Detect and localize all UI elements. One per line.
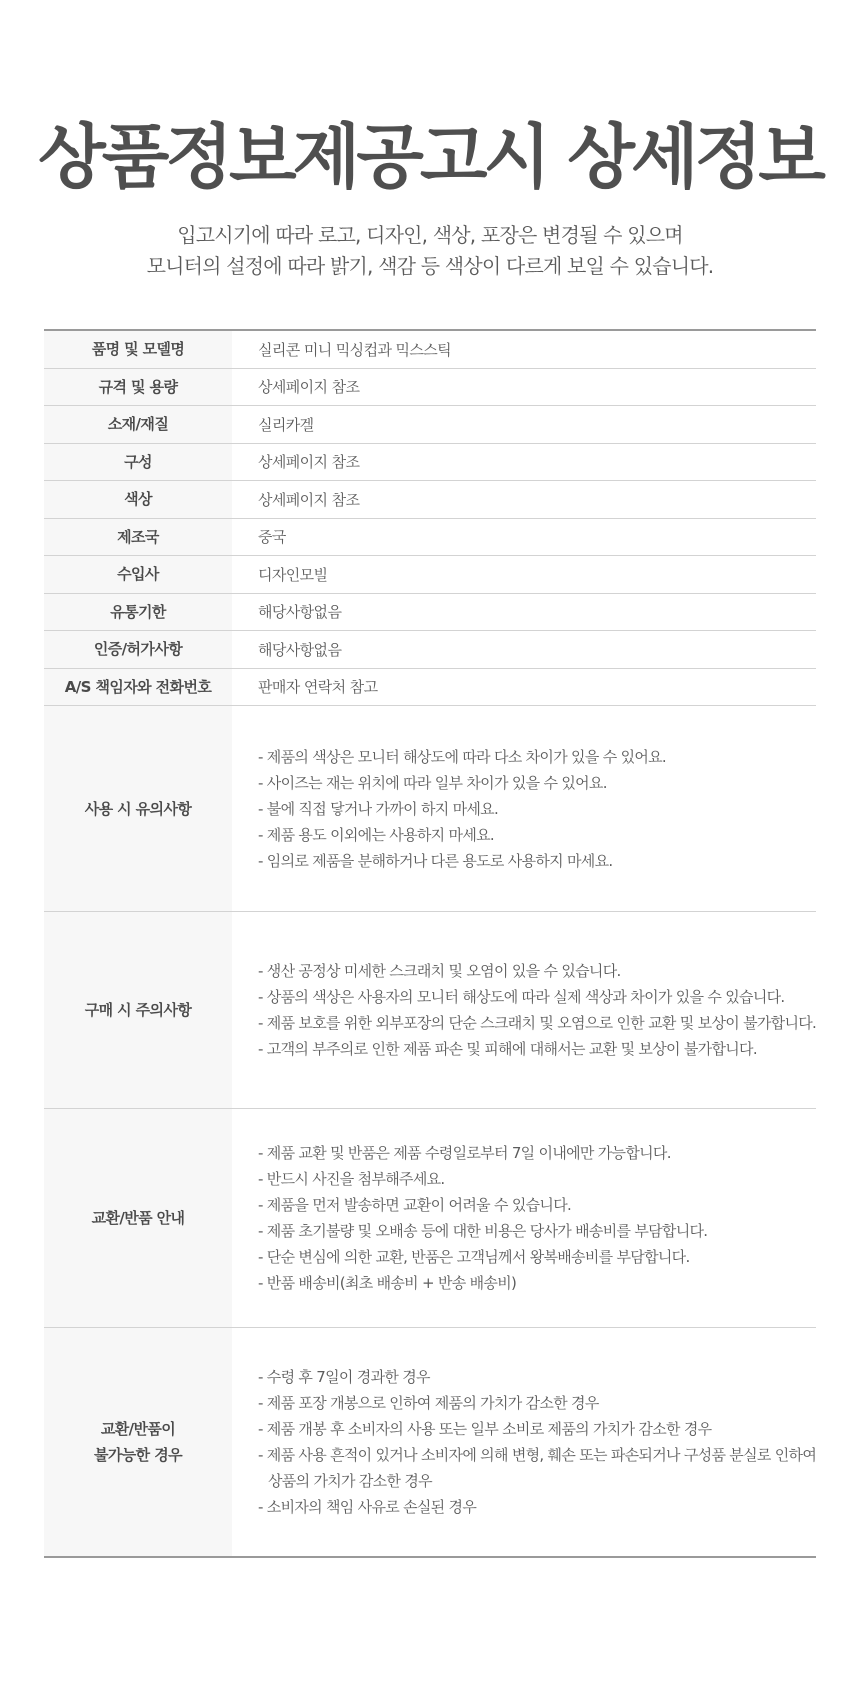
row-value: 중국 <box>258 528 286 547</box>
row-label: 색상 <box>44 481 232 518</box>
table-row <box>44 631 816 669</box>
row-label: 소재/재질 <box>44 406 232 443</box>
notice-item: - 상품의 색상은 사용자의 모니터 해상도에 따라 실제 색상과 차이가 있을 수 있습니다. <box>258 988 785 1006</box>
table-row <box>44 406 816 444</box>
row-label: 규격 및 용량 <box>44 369 232 406</box>
subtitle-line: 모니터의 설정에 따라 밝기, 색감 등 색상이 다르게 보일 수 있습니다. <box>146 254 714 278</box>
notice-item: - 단순 변심에 의한 교환, 반품은 고객님께서 왕복배송비를 부담합니다. <box>258 1248 690 1266</box>
row-value: 해당사항없음 <box>258 640 342 659</box>
notice-item: - 사이즈는 재는 위치에 따라 일부 차이가 있을 수 있어요. <box>258 773 607 792</box>
notice-row-no-exchange <box>44 1328 816 1556</box>
row-label: A/S 책임자와 전화번호 <box>44 669 232 706</box>
notice-item: - 생산 공정상 미세한 스크래치 및 오염이 있을 수 있습니다. <box>258 962 621 980</box>
row-label: 제조국 <box>44 519 232 556</box>
notice-item: - 고객의 부주의로 인한 제품 파손 및 피해에 대해서는 교환 및 보상이 불가합니다. <box>258 1040 757 1058</box>
notice-row-usage <box>44 706 816 912</box>
table-row <box>44 594 816 632</box>
notice-item: - 제품 교환 및 반품은 제품 수령일로부터 7일 이내에만 가능합니다. <box>258 1144 671 1162</box>
row-value: 판매자 연락처 참고 <box>258 678 378 697</box>
row-label: 구매 시 주의사항 <box>44 912 232 1108</box>
notice-item: - 제품 포장 개봉으로 인하여 제품의 가치가 감소한 경우 <box>258 1394 599 1412</box>
row-label: 인증/허가사항 <box>44 631 232 668</box>
notice-list <box>258 1140 707 1296</box>
row-label: 교환/반품 안내 <box>44 1109 232 1327</box>
page-subtitle <box>0 220 860 282</box>
row-value <box>232 912 816 1108</box>
table-row <box>44 669 816 707</box>
row-value: 상세페이지 참조 <box>258 378 360 397</box>
row-label-line: 교환/반품이 <box>100 1420 176 1438</box>
notice-list <box>258 958 816 1062</box>
row-label <box>44 1328 232 1556</box>
row-value: 실리콘 미니 믹싱컵과 믹스스틱 <box>258 340 452 359</box>
row-value <box>232 1328 816 1556</box>
row-label: 유통기한 <box>44 594 232 631</box>
row-label-line: 불가능한 경우 <box>94 1446 182 1464</box>
notice-item: - 제품 사용 흔적이 있거나 소비자에 의해 변형, 훼손 또는 파손되거나 구성품 분실로 인하여 <box>258 1446 817 1464</box>
table-row <box>44 444 816 482</box>
table-row <box>44 331 816 369</box>
product-info-table <box>44 329 816 1558</box>
notice-item: - 제품을 먼저 발송하면 교환이 어려울 수 있습니다. <box>258 1196 572 1214</box>
table-row <box>44 369 816 407</box>
page-title: 상품정보제공고시 상세정보 <box>38 116 822 198</box>
notice-item: - 제품의 색상은 모니터 해상도에 따라 다소 차이가 있을 수 있어요. <box>258 747 667 766</box>
notice-item: - 제품 초기불량 및 오배송 등에 대한 비용은 당사가 배송비를 부담합니다. <box>258 1222 708 1240</box>
notice-item: - 제품 개봉 후 소비자의 사용 또는 일부 소비로 제품의 가치가 감소한 경우 <box>258 1420 712 1438</box>
row-value: 디자인모빌 <box>258 565 328 584</box>
notice-item: - 불에 직접 닿거나 가까이 하지 마세요. <box>258 799 499 818</box>
notice-item: - 반품 배송비(최초 배송비 + 반송 배송비) <box>258 1274 517 1292</box>
notice-item: 상품의 가치가 감소한 경우 <box>268 1472 432 1490</box>
subtitle-line: 입고시기에 따라 로고, 디자인, 색상, 포장은 변경될 수 있으며 <box>177 223 683 247</box>
notice-item: - 소비자의 책임 사유로 손실된 경우 <box>258 1498 477 1516</box>
notice-item: - 수령 후 7일이 경과한 경우 <box>258 1368 430 1386</box>
row-label: 수입사 <box>44 556 232 593</box>
row-value <box>232 706 816 911</box>
notice-item: - 임의로 제품을 분해하거나 다른 용도로 사용하지 마세요. <box>258 851 613 870</box>
row-value: 실리카겔 <box>258 415 314 434</box>
notice-row-exchange <box>44 1109 816 1328</box>
notice-item: - 반드시 사진을 첨부해주세요. <box>258 1170 445 1188</box>
notice-list <box>258 1364 816 1520</box>
table-row <box>44 519 816 557</box>
table-row <box>44 481 816 519</box>
table-row <box>44 556 816 594</box>
row-label: 사용 시 유의사항 <box>44 706 232 911</box>
row-value: 상세페이지 참조 <box>258 453 360 472</box>
notice-row-purchase <box>44 912 816 1109</box>
row-label: 구성 <box>44 444 232 481</box>
row-value: 상세페이지 참조 <box>258 490 360 509</box>
notice-item: - 제품 용도 이외에는 사용하지 마세요. <box>258 825 494 844</box>
row-value: 해당사항없음 <box>258 603 342 622</box>
row-label: 품명 및 모델명 <box>44 331 232 368</box>
notice-item: - 제품 보호를 위한 외부포장의 단순 스크래치 및 오염으로 인한 교환 및 보상이 불가합니다. <box>258 1014 817 1032</box>
notice-list <box>258 744 666 874</box>
row-value <box>232 1109 816 1327</box>
